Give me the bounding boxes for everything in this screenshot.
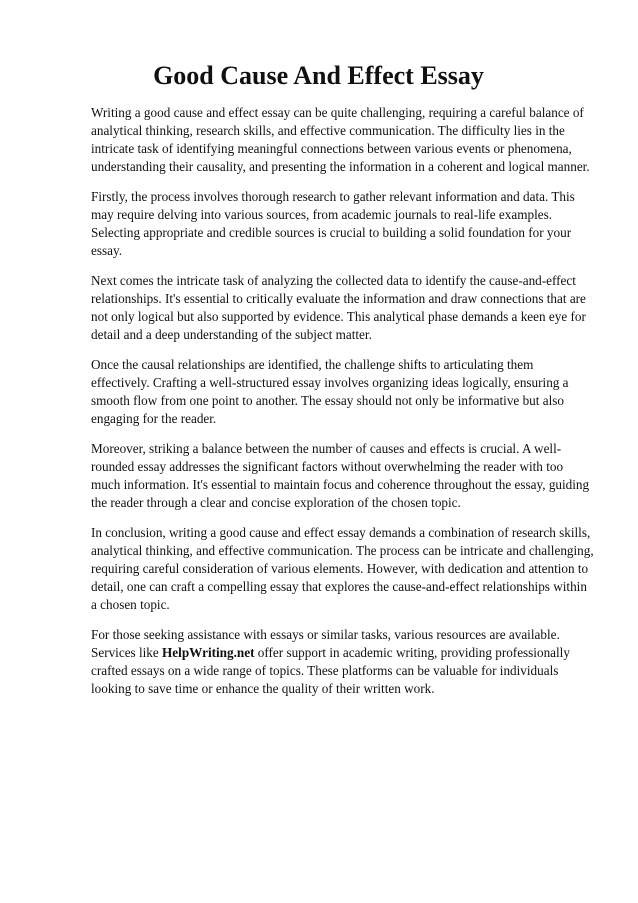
paragraph-intro: Writing a good cause and effect essay can be quite challenging, requiring a careful balance of analytical thinking, research skills, and effective communication. The difficulty lies in the intricate task of identifying meaningful connections between various events or phenomena, understanding their causality, and presenting the information in a coherent and logical manner. bbox=[91, 105, 590, 174]
paragraph-conclusion: In conclusion, writing a good cause and effect essay demands a combination of research skills, analytical thinking, and effective communication. The process can be intricate and challenging, requiring careful consideration of various elements. However, with dedication and attention to detail, one can craft a compelling essay that explores the cause-and-effect relationships within a chosen topic. bbox=[91, 525, 594, 612]
page-title: Good Cause And Effect Essay bbox=[153, 61, 484, 90]
paragraph-balance: Moreover, striking a balance between the number of causes and effects is crucial. A well-rounded essay addresses the significant factors without overwhelming the reader with too much information. It's essential to maintain focus and coherence throughout the essay, guiding the reader through a clear and concise exploration of the chosen topic. bbox=[91, 441, 590, 510]
paragraph-research: Firstly, the process involves thorough research to gather relevant information and data. This may require delving into various sources, from academic journals to real-life examples. Selecting appropriate and credible sources is crucial to building a solid foundation for your essay. bbox=[91, 189, 575, 258]
paragraph-analysis: Next comes the intricate task of analyzing the collected data to identify the cause-and-effect relationships. It's essential to critically evaluate the information and draw connections that are not only logical but also supported by evidence. This analytical phase demands a keen eye for detail and a deep understanding of the subject matter. bbox=[91, 273, 586, 342]
helpwriting-link[interactable]: HelpWriting.net bbox=[162, 645, 255, 660]
resources-text-after-link: offer support in academic writing, providing professionally crafted essays on a wide range of topics. These platforms can be valuable for individuals looking to save time or enhance the quality of their written work. bbox=[91, 645, 570, 696]
paragraph-articulation: Once the causal relationships are identified, the challenge shifts to articulating them effectively. Crafting a well-structured essay involves organizing ideas logically, ensuring a smooth flow from one point to another. The essay should not only be informative but also engaging for the reader. bbox=[91, 357, 569, 426]
resources-text-before-link: For those seeking assistance with essays or similar tasks, various resources are available. Services like bbox=[91, 627, 560, 660]
paragraph-resources bbox=[91, 626, 594, 698]
